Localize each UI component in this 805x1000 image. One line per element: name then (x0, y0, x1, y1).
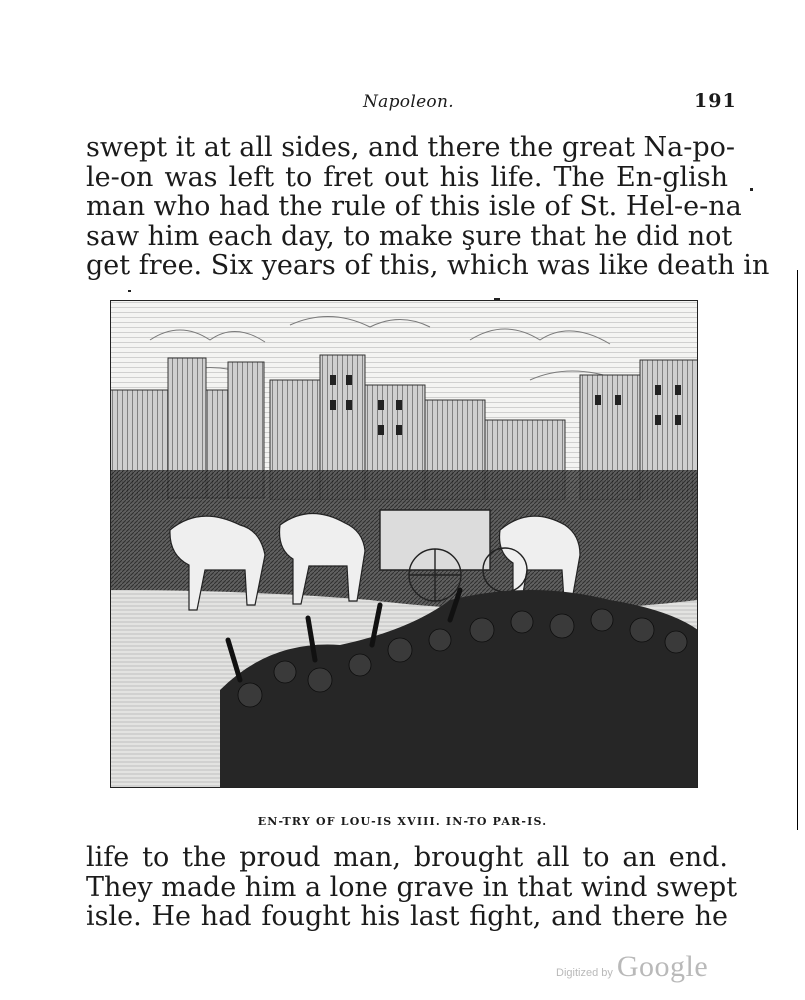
figure-caption: EN-TRY OF LOU-IS XVIII. IN-TO PAR-IS. (257, 815, 548, 828)
text-line: le-on was left to fret out his life. The En-glish (86, 161, 728, 193)
stray-mark (494, 298, 500, 300)
stray-mark (128, 290, 131, 292)
text-line: They made him a lone grave in that wind swept (86, 871, 738, 903)
watermark-brand-logo: Google (616, 950, 709, 983)
text-line: saw him each day, to make şure that he did not (86, 220, 733, 252)
paragraph-top (86, 132, 770, 282)
running-title: Napoleon. (363, 92, 454, 112)
text-line: get free. Six years of this, which was like death in (86, 250, 770, 282)
paragraph-bottom (86, 842, 738, 933)
watermark-small-text: Digitized by (556, 967, 613, 979)
text-line: life to the proud man, brought all to an end. (86, 842, 728, 873)
scan-edge-line (797, 270, 798, 830)
stray-mark (750, 188, 753, 191)
engraving-illustration (110, 300, 698, 788)
text-line: man who had the rule of this isle of St. Hel-e-na (86, 191, 742, 223)
page-number: 191 (694, 90, 737, 112)
digitization-watermark (556, 950, 708, 984)
text-line: isle. He had fought his last fight, and there he (86, 901, 728, 933)
text-line: swept it at all sides, and there the great Na-po- (86, 132, 736, 163)
